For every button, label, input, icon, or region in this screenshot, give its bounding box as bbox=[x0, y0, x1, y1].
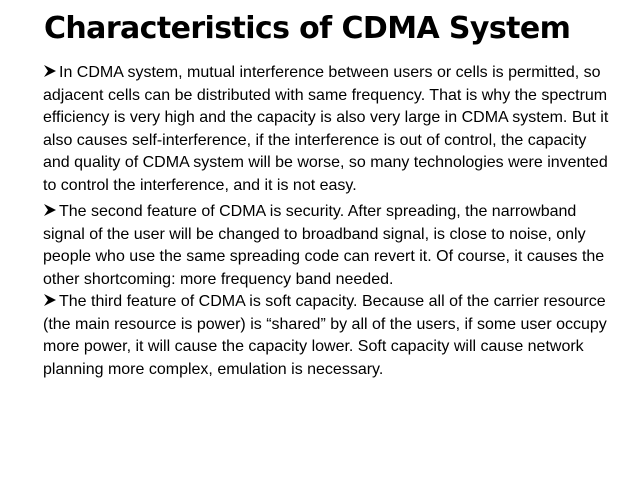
bullet-list bbox=[43, 62, 615, 381]
bullet-item bbox=[43, 291, 615, 381]
arrowhead-bullet-icon bbox=[43, 203, 57, 217]
slide-title: Characteristics of CDMA System bbox=[44, 11, 571, 46]
arrowhead-bullet-icon bbox=[43, 64, 57, 78]
bullet-item bbox=[43, 201, 615, 291]
bullet-text: The second feature of CDMA is security. After spreading, the narrowband signal of the user will be changed to broadband signal, is close to noise, only people who use the same spreading code can revert it. Of course, it causes the other shortcoming: more frequency band needed. bbox=[43, 203, 605, 288]
bullet-text: The third feature of CDMA is soft capacity. Because all of the carrier resource (the main resource is power) is “shared” by all of the users, if some user occupy more power, it will cause the capacity lower. Soft capacity will cause network planning more complex, emulation is necessary. bbox=[43, 293, 607, 378]
bullet-text: In CDMA system, mutual interference between users or cells is permitted, so adjacent cells can be distributed with same frequency. That is why the spectrum efficiency is very high and the capacity is also very large in CDMA system. But it also causes self-interference, if the interference is out of control, the capacity and quality of CDMA system will be worse, so many technologies were invented to control the interference, and it is not easy. bbox=[43, 64, 609, 194]
arrowhead-bullet-icon bbox=[43, 293, 57, 307]
bullet-item bbox=[43, 62, 615, 197]
